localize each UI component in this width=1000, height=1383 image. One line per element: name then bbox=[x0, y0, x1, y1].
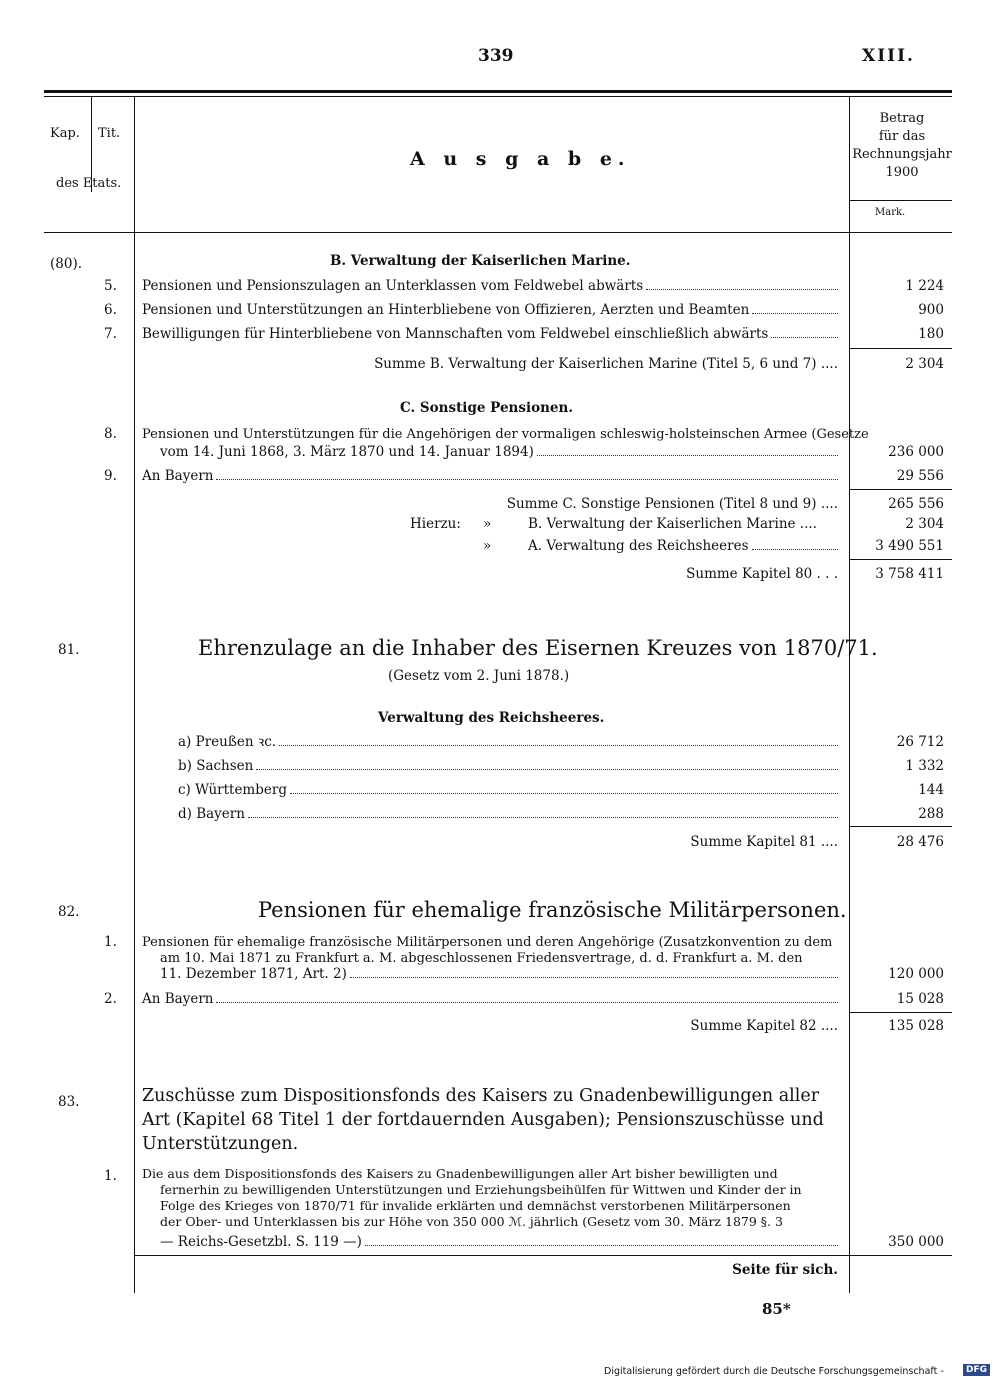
line-item bbox=[160, 966, 842, 983]
chapter-title: Pensionen für ehemalige französische Militärpersonen. bbox=[258, 898, 847, 922]
chapter-subtitle: (Gesetz vom 2. Juni 1878.) bbox=[388, 668, 570, 684]
line-item bbox=[142, 302, 842, 319]
amount-header-line2: für das bbox=[878, 129, 926, 144]
tit-header: Tit. bbox=[98, 126, 121, 141]
sum-amount: 3 758 411 bbox=[875, 566, 944, 582]
dot-leader bbox=[771, 336, 838, 338]
amount: 120 000 bbox=[888, 966, 944, 982]
kap-number: 83. bbox=[58, 1094, 80, 1110]
line-item bbox=[178, 782, 842, 799]
item-text: Pensionen und Pensionszulagen an Unterklassen vom Feldwebel abwärts bbox=[142, 278, 644, 294]
sum-label: Summe B. Verwaltung der Kaiserlichen Marine (Titel 5, 6 und 7) .... bbox=[374, 356, 838, 372]
item-text: d) Bayern bbox=[178, 806, 245, 822]
sum-rule bbox=[849, 826, 952, 827]
line-item bbox=[160, 1234, 842, 1251]
sum-amount: 28 476 bbox=[896, 834, 944, 850]
sum-amount: 135 028 bbox=[888, 1018, 944, 1034]
tit-number: 1. bbox=[104, 934, 117, 950]
dot-leader bbox=[365, 1244, 838, 1246]
dfg-logo: DFG bbox=[963, 1364, 990, 1376]
tit-number: 6. bbox=[104, 302, 117, 318]
continued-note: Seite für sich. bbox=[732, 1262, 838, 1278]
item-text-line2: vom 14. Juni 1868, 3. März 1870 und 14. Januar 1894) bbox=[160, 444, 534, 460]
item-text-line3: 11. Dezember 1871, Art. 2) bbox=[160, 966, 347, 982]
dot-leader bbox=[537, 454, 838, 456]
sum-rule bbox=[849, 1012, 952, 1013]
item-text-line1: Pensionen und Unterstützungen für die Angehörigen der vormaligen schleswig-holsteinschen Armee (Gesetze bbox=[142, 427, 869, 442]
tit-number: 7. bbox=[104, 326, 117, 342]
amount: 900 bbox=[918, 302, 944, 318]
amount-header-line1: Betrag bbox=[879, 111, 925, 126]
item-text: c) Württemberg bbox=[178, 782, 287, 798]
dot-leader bbox=[646, 288, 838, 290]
dot-leader bbox=[752, 548, 838, 550]
kap-number: 82. bbox=[58, 904, 80, 920]
amount: 350 000 bbox=[888, 1234, 944, 1250]
sum-rule bbox=[849, 489, 952, 490]
section-heading: B. Verwaltung der Kaiserlichen Marine. bbox=[330, 253, 631, 269]
amount: 29 556 bbox=[896, 468, 944, 484]
des-etats-header: des Etats. bbox=[56, 176, 122, 191]
sum-label: Summe Kapitel 81 .... bbox=[690, 834, 838, 850]
top-rule-thin bbox=[44, 96, 952, 97]
sum-rule bbox=[849, 348, 952, 349]
bottom-rule bbox=[134, 1255, 952, 1256]
hierzu-text: B. Verwaltung der Kaiserlichen Marine .... bbox=[528, 516, 817, 532]
amount: 15 028 bbox=[896, 991, 944, 1007]
item-text: b) Sachsen bbox=[178, 758, 254, 774]
dot-leader bbox=[216, 1001, 838, 1003]
header-bottom-rule bbox=[44, 232, 952, 233]
amount-header bbox=[852, 110, 952, 182]
item-text: An Bayern bbox=[142, 468, 214, 484]
chapter-title: Ehrenzulage an die Inhaber des Eisernen Kreuzes von 1870/71. bbox=[198, 636, 878, 660]
line-item bbox=[142, 991, 842, 1008]
item-text: Pensionen und Unterstützungen an Hinterbliebene von Offizieren, Aerzten und Beamten bbox=[142, 302, 750, 318]
amount-header-line4: 1900 bbox=[885, 165, 919, 180]
sum-label: Summe C. Sonstige Pensionen (Titel 8 und 9) .... bbox=[506, 496, 838, 512]
sum-label: Summe Kapitel 80 . . . bbox=[686, 566, 838, 582]
line-item bbox=[142, 326, 842, 343]
dot-leader bbox=[256, 768, 838, 770]
chapter-title-line1: Zuschüsse zum Dispositionsfonds des Kaisers zu Gnadenbewilligungen aller bbox=[142, 1086, 820, 1106]
tit-number: 1. bbox=[104, 1168, 117, 1184]
tit-number: 2. bbox=[104, 991, 117, 1007]
amount: 1 332 bbox=[905, 758, 944, 774]
chapter-title-line2: Art (Kapitel 68 Titel 1 der fortdauernden Ausgaben); Pensionszuschüsse und bbox=[142, 1110, 824, 1130]
dot-leader bbox=[248, 816, 838, 818]
line-item bbox=[178, 734, 842, 751]
amount: 180 bbox=[918, 326, 944, 342]
tit-number: 5. bbox=[104, 278, 117, 294]
digitization-note: Digitalisierung gefördert durch die Deutsche Forschungsgemeinschaft - bbox=[604, 1366, 944, 1377]
amount: 3 490 551 bbox=[875, 538, 944, 554]
item-text: Bewilligungen für Hinterbliebene von Mannschaften vom Feldwebel einschließlich abwärts bbox=[142, 326, 769, 342]
tit-text-divider bbox=[134, 97, 135, 1293]
sum-amount: 2 304 bbox=[905, 356, 944, 372]
amount: 1 224 bbox=[905, 278, 944, 294]
item-text-line1: Die aus dem Dispositionsfonds des Kaisers zu Gnadenbewilligungen aller Art bisher bewilligten und bbox=[142, 1166, 778, 1181]
section-heading: C. Sonstige Pensionen. bbox=[400, 400, 574, 416]
text-amount-divider bbox=[849, 97, 850, 1293]
amount: 144 bbox=[918, 782, 944, 798]
ausgabe-title: A u s g a b e. bbox=[410, 148, 631, 170]
signature-mark: 85* bbox=[762, 1300, 791, 1318]
ditto-mark: » bbox=[483, 516, 492, 532]
top-rule-thick bbox=[44, 90, 952, 93]
item-text-line5: — Reichs-Gesetzbl. S. 119 —) bbox=[160, 1234, 362, 1250]
dot-leader bbox=[290, 792, 838, 794]
chapter-title-line3: Unterstützungen. bbox=[142, 1134, 299, 1154]
tit-number: 8. bbox=[104, 426, 117, 442]
kap-number: 81. bbox=[58, 642, 80, 658]
dot-leader bbox=[350, 976, 838, 978]
kap-header: Kap. bbox=[50, 126, 80, 141]
item-text-line4: der Ober- und Unterklassen bis zur Höhe von 350 000 ℳ. jährlich (Gesetz vom 30. März 1879 §. 3 bbox=[160, 1214, 783, 1229]
item-text-block bbox=[142, 1166, 802, 1230]
item-text-line3: Folge des Krieges von 1870/71 für invalide erklärten und demnächst verstorbenen Militärpersonen bbox=[160, 1198, 791, 1213]
line-item bbox=[178, 806, 842, 823]
kap-number: (80). bbox=[50, 256, 83, 272]
amount: 288 bbox=[918, 806, 944, 822]
hierzu-label: Hierzu: bbox=[410, 516, 461, 532]
amount: 26 712 bbox=[896, 734, 944, 750]
dot-leader bbox=[279, 744, 838, 746]
section-number: XIII. bbox=[862, 46, 915, 66]
sum-rule bbox=[849, 559, 952, 560]
section-heading: Verwaltung des Reichsheeres. bbox=[378, 710, 605, 726]
sum-amount: 265 556 bbox=[888, 496, 944, 512]
line-item bbox=[142, 468, 842, 485]
amount: 2 304 bbox=[905, 516, 944, 532]
amount-header-rule bbox=[849, 200, 952, 201]
chapter-title bbox=[142, 1084, 840, 1156]
item-text-line2: am 10. Mai 1871 zu Frankfurt a. M. abgeschlossenen Friedensvertrage, d. d. Frankfurt a. M. den bbox=[160, 951, 803, 966]
line-item bbox=[178, 758, 842, 775]
line-item bbox=[142, 278, 842, 295]
hierzu-text: A. Verwaltung des Reichsheeres bbox=[528, 538, 749, 554]
item-text: An Bayern bbox=[142, 991, 214, 1007]
page-number: 339 bbox=[478, 46, 514, 66]
item-text: a) Preußen ꝛc. bbox=[178, 734, 277, 750]
amount-header-line3: Rechnungsjahr bbox=[852, 147, 952, 162]
ditto-mark: » bbox=[483, 538, 492, 554]
line-item bbox=[160, 444, 842, 461]
item-text-line2: fernerhin zu bewilligenden Unterstützungen und Erziehungsbeihülfen für Wittwen und Kinder der in bbox=[160, 1182, 802, 1197]
amount: 236 000 bbox=[888, 444, 944, 460]
line-item bbox=[528, 538, 842, 555]
tit-number: 9. bbox=[104, 468, 117, 484]
item-text-line1: Pensionen für ehemalige französische Militärpersonen und deren Angehörige (Zusatzkonvention zu dem bbox=[142, 935, 833, 950]
sum-label: Summe Kapitel 82 .... bbox=[690, 1018, 838, 1034]
unit-label: Mark. bbox=[875, 207, 906, 218]
dot-leader bbox=[752, 312, 838, 314]
dot-leader bbox=[216, 478, 838, 480]
